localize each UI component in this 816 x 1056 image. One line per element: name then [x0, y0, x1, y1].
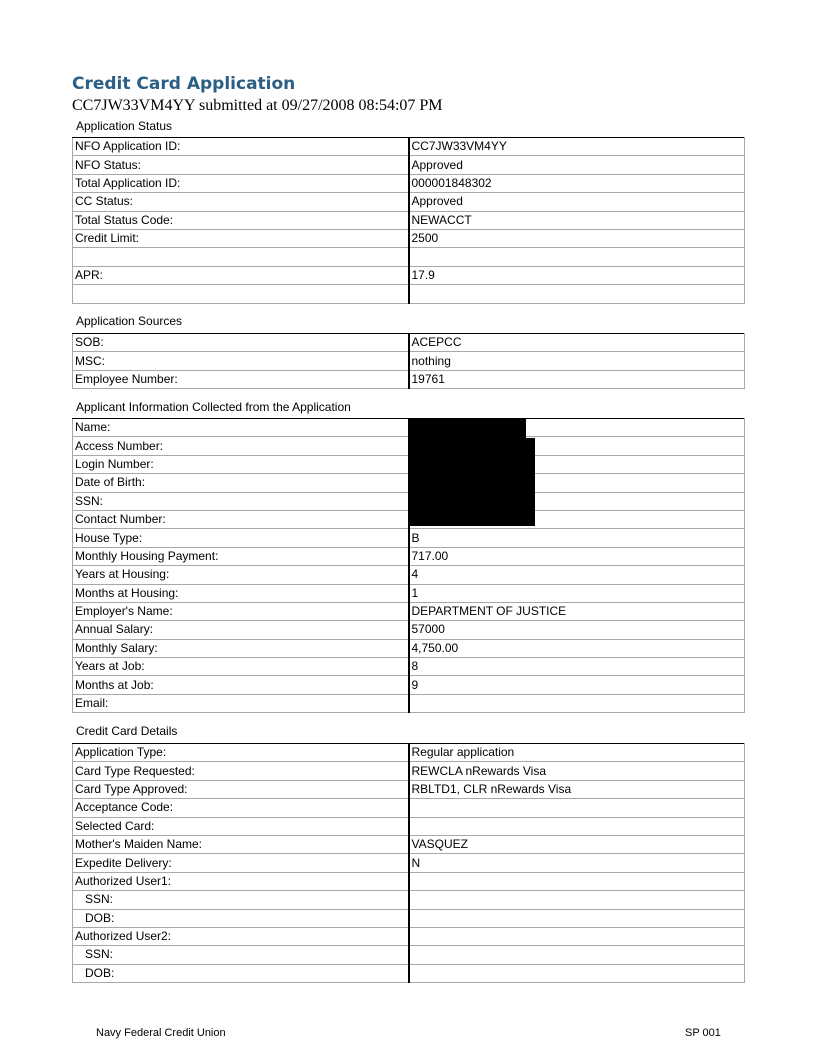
field-value: RBLTD1, CLR nRewards Visa — [409, 780, 745, 798]
table-row — [73, 964, 745, 982]
field-label: Years at Housing: — [73, 566, 409, 584]
field-label — [73, 285, 409, 303]
table-row — [73, 285, 745, 303]
field-label: Name: — [73, 419, 409, 437]
field-label: Date of Birth: — [73, 474, 409, 492]
field-value: 8 — [409, 658, 745, 676]
field-value: 717.00 — [409, 547, 745, 565]
field-value — [409, 799, 745, 817]
field-label: Mother's Maiden Name: — [73, 835, 409, 853]
field-label: APR: — [73, 266, 409, 284]
section-label-application-status: Application Status — [76, 119, 173, 133]
field-value — [409, 891, 745, 909]
table-row — [73, 817, 745, 835]
field-value: Approved — [409, 156, 745, 174]
field-label: DOB: — [73, 964, 409, 982]
table-row — [73, 694, 745, 712]
field-label: Credit Limit: — [73, 229, 409, 247]
section-label-card-details: Credit Card Details — [76, 724, 178, 738]
field-label: DOB: — [73, 909, 409, 927]
table-row — [73, 854, 745, 872]
field-value: Regular application — [409, 744, 745, 762]
field-label: Total Status Code: — [73, 211, 409, 229]
table-row — [73, 835, 745, 853]
field-label: Months at Job: — [73, 676, 409, 694]
table-row — [73, 138, 745, 156]
table-row — [73, 872, 745, 890]
field-value — [409, 964, 745, 982]
field-label: Access Number: — [73, 437, 409, 455]
section-label-application-sources: Application Sources — [76, 314, 183, 328]
field-value: 2500 — [409, 229, 745, 247]
table-row — [73, 547, 745, 565]
field-label: Contact Number: — [73, 510, 409, 528]
field-label: Total Application ID: — [73, 174, 409, 192]
field-label: House Type: — [73, 529, 409, 547]
table-row — [73, 676, 745, 694]
table-row — [73, 602, 745, 620]
page-subtitle: CC7JW33VM4YY submitted at 09/27/2008 08:54:07 PM — [72, 97, 443, 114]
table-row — [73, 529, 745, 547]
field-value — [409, 285, 745, 303]
card-details-table — [72, 743, 745, 983]
field-value: nothing — [409, 352, 745, 370]
table-row — [73, 334, 745, 352]
field-value: REWCLA nRewards Visa — [409, 762, 745, 780]
field-value: DEPARTMENT OF JUSTICE — [409, 602, 745, 620]
field-value — [409, 927, 745, 945]
field-value: 19761 — [409, 370, 745, 388]
field-value: N — [409, 854, 745, 872]
field-value: Approved — [409, 193, 745, 211]
table-row — [73, 156, 745, 174]
redaction-block-name — [409, 419, 526, 439]
table-row — [73, 621, 745, 639]
field-value: 1 — [409, 584, 745, 602]
table-row — [73, 946, 745, 964]
field-label: Authorized User1: — [73, 872, 409, 890]
field-label: NFO Application ID: — [73, 138, 409, 156]
table-row — [73, 762, 745, 780]
field-label: Login Number: — [73, 455, 409, 473]
footer-organization: Navy Federal Credit Union — [96, 1027, 226, 1039]
field-value: 9 — [409, 676, 745, 694]
field-label: Card Type Requested: — [73, 762, 409, 780]
field-value — [409, 872, 745, 890]
field-label: Months at Housing: — [73, 584, 409, 602]
field-label: Expedite Delivery: — [73, 854, 409, 872]
field-value: NEWACCT — [409, 211, 745, 229]
field-label: Email: — [73, 694, 409, 712]
table-row — [73, 799, 745, 817]
field-label: MSC: — [73, 352, 409, 370]
field-value: 4,750.00 — [409, 639, 745, 657]
table-row — [73, 658, 745, 676]
field-value: VASQUEZ — [409, 835, 745, 853]
field-label: SOB: — [73, 334, 409, 352]
table-row — [73, 211, 745, 229]
field-label: Acceptance Code: — [73, 799, 409, 817]
field-label: SSN: — [73, 492, 409, 510]
field-value — [409, 817, 745, 835]
field-value: B — [409, 529, 745, 547]
table-row — [73, 639, 745, 657]
application-status-table — [72, 137, 745, 304]
field-label: Application Type: — [73, 744, 409, 762]
table-row — [73, 744, 745, 762]
field-label: NFO Status: — [73, 156, 409, 174]
field-value: 4 — [409, 566, 745, 584]
field-label: SSN: — [73, 891, 409, 909]
table-row — [73, 370, 745, 388]
field-label: Authorized User2: — [73, 927, 409, 945]
table-row — [73, 909, 745, 927]
table-row — [73, 229, 745, 247]
field-label: Card Type Approved: — [73, 780, 409, 798]
field-value — [409, 694, 745, 712]
table-row — [73, 174, 745, 192]
field-value — [409, 909, 745, 927]
field-value: 57000 — [409, 621, 745, 639]
table-row — [73, 566, 745, 584]
field-value: 17.9 — [409, 266, 745, 284]
field-label: Employer's Name: — [73, 602, 409, 620]
field-label: CC Status: — [73, 193, 409, 211]
table-row — [73, 352, 745, 370]
field-value: 000001848302 — [409, 174, 745, 192]
table-row — [73, 780, 745, 798]
field-label: Selected Card: — [73, 817, 409, 835]
field-label: Annual Salary: — [73, 621, 409, 639]
field-value — [409, 248, 745, 266]
redaction-block-personal-info — [409, 438, 535, 526]
field-label — [73, 248, 409, 266]
table-row — [73, 193, 745, 211]
field-label: SSN: — [73, 946, 409, 964]
field-label: Years at Job: — [73, 658, 409, 676]
table-row — [73, 248, 745, 266]
field-label: Monthly Salary: — [73, 639, 409, 657]
application-sources-table — [72, 333, 745, 389]
field-value: CC7JW33VM4YY — [409, 138, 745, 156]
field-label: Monthly Housing Payment: — [73, 547, 409, 565]
field-label: Employee Number: — [73, 370, 409, 388]
page-title: Credit Card Application — [72, 74, 296, 94]
field-value — [409, 946, 745, 964]
table-row — [73, 891, 745, 909]
table-row — [73, 266, 745, 284]
table-row — [73, 584, 745, 602]
table-row — [73, 927, 745, 945]
field-value: ACEPCC — [409, 334, 745, 352]
section-label-applicant-info: Applicant Information Collected from the Application — [76, 400, 351, 414]
footer-page-code: SP 001 — [685, 1027, 721, 1039]
